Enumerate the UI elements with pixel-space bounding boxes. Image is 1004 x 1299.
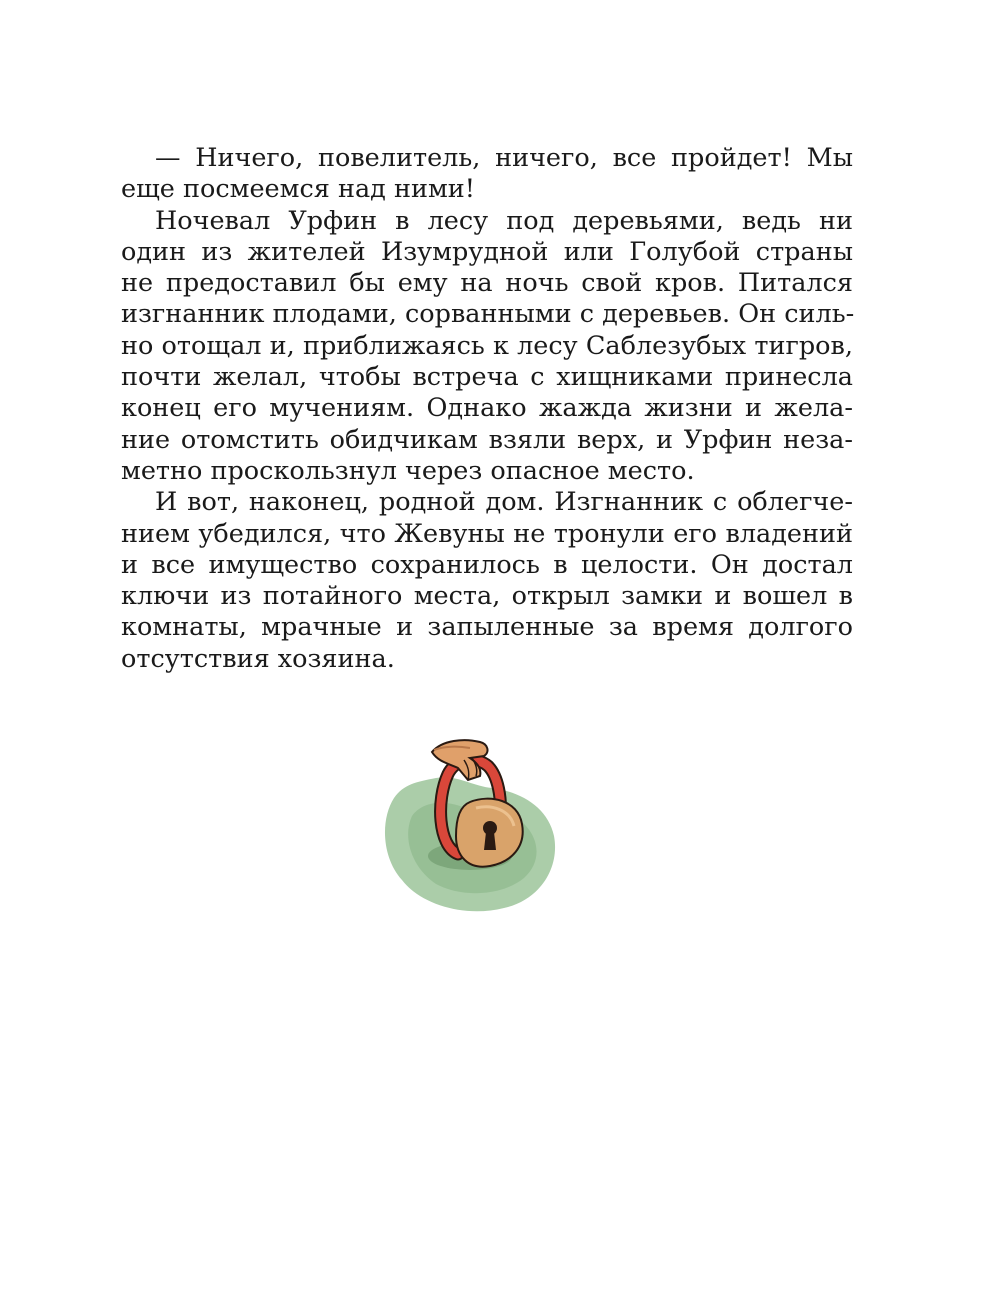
text-line: Ночевал Урфин в лесу под деревьями, ведь ни bbox=[155, 205, 853, 236]
text-line: — Ничего, повелитель, ничего, все пройдет! Мы bbox=[155, 143, 853, 173]
text-line: нием убедился, что Жевуны не тронули его владений bbox=[121, 518, 853, 549]
padlock-illustration bbox=[372, 728, 564, 920]
text-line: еще посмеемся над ними! bbox=[121, 174, 476, 205]
text-line: метно проскользнул через опасное место. bbox=[121, 455, 695, 486]
text-line: И вот, наконец, родной дом. Изгнанник с облегче- bbox=[155, 487, 853, 518]
text-line: ключи из потайного места, открыл замки и вошел в bbox=[121, 581, 853, 612]
paragraph-2 bbox=[121, 206, 853, 488]
text-line: изгнанник плодами, сорванными с деревьев. Он силь- bbox=[121, 299, 855, 330]
text-line: но отощал и, приближаясь к лесу Саблезубых тигров, bbox=[121, 330, 853, 361]
text-line: не предоставил бы ему на ночь свой кров. Питался bbox=[121, 268, 853, 299]
text-line: отсутствия хозяина. bbox=[121, 643, 395, 674]
text-line: комнаты, мрачные и запыленные за время долгого bbox=[121, 612, 853, 643]
text-line: один из жителей Изумрудной или Голубой страны bbox=[121, 236, 853, 267]
page-text bbox=[121, 143, 853, 675]
paragraph-1 bbox=[121, 143, 853, 206]
paragraph-3 bbox=[121, 487, 853, 675]
text-line: почти желал, чтобы встреча с хищниками принесла bbox=[121, 362, 853, 393]
padlock-in-hand-icon bbox=[372, 728, 564, 920]
text-line: и все имущество сохранилось в целости. Он достал bbox=[121, 549, 853, 580]
text-line: ние отомстить обидчикам взяли верх, и Урфин неза- bbox=[121, 424, 853, 455]
text-line: конец его мучениям. Однако жажда жизни и жела- bbox=[121, 393, 853, 424]
